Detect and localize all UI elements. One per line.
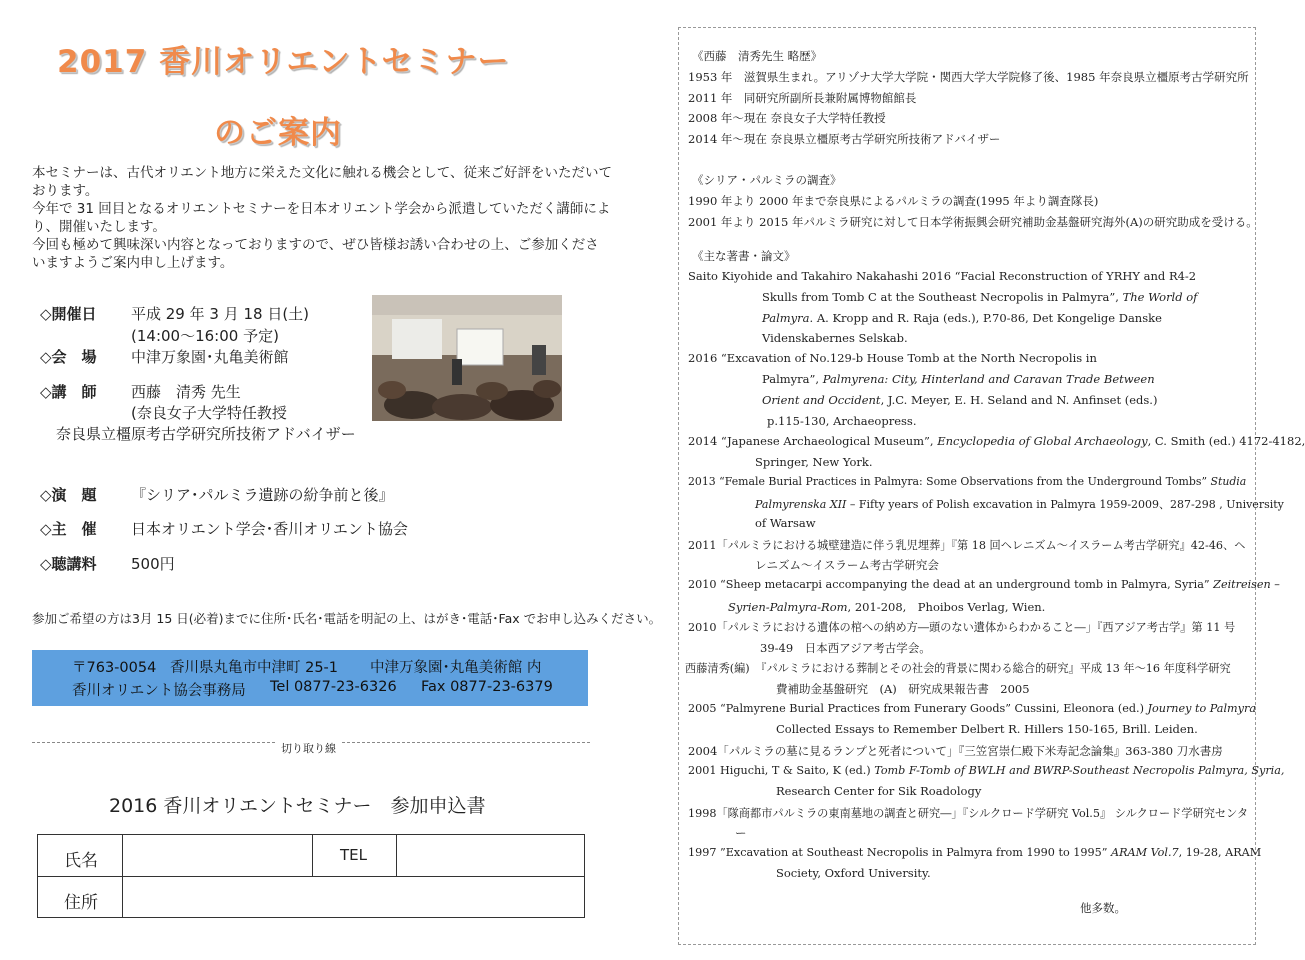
career-line: 1953 年 滋賀県生まれ。アリゾナ大学大学院・関西大学大学院修了後、1985 年奈良県立橿原考古学研究所 [688, 70, 1249, 84]
pub-line: p.115-130, Archaeopress. [767, 414, 917, 428]
pub-line: ー [735, 826, 747, 840]
contact-org: 香川オリエント協会事務局 [72, 683, 246, 699]
name-field[interactable] [124, 836, 310, 875]
pub-line: 2010「パルミラにおける遺体の棺への納め方―頭のない遺体からわかること―」『西アジア考古学』第 11 号 [688, 621, 1236, 634]
pub-line: 2014 “Japanese Archaeological Museum”, Encyclopedia of Global Archaeology, C. Smith (ed.) 4172-4182, [688, 434, 1305, 448]
pub-line: Research Center for Sik Roadology [776, 784, 982, 798]
host-value: 日本オリエント学会･香川オリエント協会 [131, 520, 408, 538]
survey-line: 1990 年より 2000 年まで奈良県によるパルミラの調査(1995 年より調査隊長) [688, 194, 1099, 208]
address-label: 住所 [64, 893, 98, 913]
address-venue: 中津万象園･丸亀美術館 内 [370, 660, 542, 676]
intro-line: 本セミナーは、古代オリエント地方に栄えた文化に触れる機会として、従来ご好評をいただいて [32, 165, 612, 181]
cut-label: 切り取り線 [277, 740, 340, 756]
pub-line: レニズム～イスラーム考古学研究会 [755, 558, 939, 572]
lecturer-role: (奈良女子大学特任教授 [131, 404, 287, 422]
pub-line: 2005 “Palmyrene Burial Practices from Funerary Goods” Cussini, Eleonora (ed.) Journey to Palmyra [688, 702, 1256, 715]
page-subtitle: のご案内 [214, 115, 342, 151]
pub-line: Skulls from Tomb C at the Southeast Necropolis in Palmyra”, The World of [762, 290, 1198, 304]
date-label: ◇開催日 [40, 305, 97, 323]
survey-line: 2001 年より 2015 年パルミラ研究に対して日本学術振興会研究補助金基盤研究海外(A)の研究助成を受ける。 [688, 215, 1258, 229]
venue-label: ◇会 場 [40, 348, 97, 366]
pub-line: Orient and Occident, J.C. Meyer, E. H. Seland and N. Anfinset (eds.) [762, 393, 1158, 407]
pub-line: 1998「隊商都市パルミラの東南墓地の調査と研究―」『シルクロード学研究 Vol.5』 シルクロード学研究センタ [688, 807, 1249, 820]
pub-line: 2004「パルミラの墓に見るランプと死者について」『三笠宮崇仁殿下米寿記念論集』363-380 刀水書房 [688, 744, 1223, 758]
contact-box [32, 650, 588, 706]
application-notice: 参加ご希望の方は3月 15 日(必着)までに住所･氏名･電話を明記の上、はがき･電話･Fax でお申し込みください。 [32, 611, 662, 626]
fee-value: 500円 [131, 555, 175, 573]
career-line: 2008 年～現在 奈良女子大学特任教授 [688, 111, 886, 125]
pub-line: Springer, New York. [755, 455, 873, 469]
pub-line: Society, Oxford University. [776, 866, 931, 880]
pub-line: 2013 “Female Burial Practices in Palmyra: Some Observations from the Underground Tombs” Studia [688, 475, 1247, 488]
address-field[interactable] [124, 878, 584, 917]
intro-line: いますようご案内申し上げます。 [32, 255, 234, 271]
zip-code: 〒763-0054 [72, 660, 157, 676]
tel-field[interactable] [398, 836, 584, 875]
intro-line: 今回も極めて興味深い内容となっておりますので、ぜひ皆様お誘い合わせの上、ご参加くださ [32, 237, 599, 253]
lecturer-label: ◇講 師 [40, 383, 97, 401]
fee-label: ◇聴講料 [40, 555, 97, 573]
address-line: 香川県丸亀市中津町 25-1 [170, 660, 339, 676]
name-label: 氏名 [64, 851, 98, 871]
pub-line: of Warsaw [755, 516, 816, 530]
application-form [37, 834, 585, 918]
contact-fax: Fax 0877-23-6379 [421, 679, 553, 695]
pub-line: 2010 “Sheep metacarpi accompanying the dead at an underground tomb in Palmyra, Syria” Zeitreisen – [688, 578, 1280, 591]
pub-line: 2001 Higuchi, T & Saito, K (ed.) Tomb F-Tomb of BWLH and BWRP-Southeast Necropolis Palmyra, Syria, [688, 764, 1285, 777]
intro-line: 今年で 31 回目となるオリエントセミナーを日本オリエント学会から派遣していただく講師によ [32, 201, 611, 217]
intro-line: おります。 [32, 183, 99, 199]
date-time: (14:00～16:00 予定) [131, 327, 279, 345]
venue-value: 中津万象園･丸亀美術館 [131, 348, 289, 366]
pub-line: Palmyra. A. Kropp and R. Raja (eds.), P.70-86, Det Kongelige Danske [762, 311, 1162, 325]
pub-line: Saito Kiyohide and Takahiro Nakahashi 2016 “Facial Reconstruction of YRHY and R4-2 [688, 269, 1197, 283]
pub-line: Palmyrenska XII – Fifty years of Polish excavation in Palmyra 1959-2009、287-298 , University [755, 498, 1284, 511]
career-line: 2014 年～現在 奈良県立橿原考古学研究所技術アドバイザー [688, 132, 1001, 146]
pub-line: Syrien-Palmyra-Rom, 201-208, Phoibos Verlag, Wien. [728, 600, 1046, 614]
pub-line: Collected Essays to Remember Delbert R. Hillers 150-165, Brill. Leiden. [776, 722, 1198, 736]
host-label: ◇主 催 [40, 520, 97, 538]
bio-heading: 《西藤 清秀先生 略歴》 [692, 49, 823, 63]
page-title: 2017 香川オリエントセミナー [57, 44, 510, 80]
career-line: 2011 年 同研究所副所長兼附属博物館館長 [688, 91, 917, 105]
more-note: 他多数。 [1080, 901, 1126, 915]
pub-line: Videnskabernes Selskab. [762, 331, 908, 345]
seminar-photo [372, 295, 562, 421]
contact-tel: Tel 0877-23-6326 [270, 679, 397, 695]
intro-line: り、開催いたします。 [32, 219, 166, 235]
date-value: 平成 29 年 3 月 18 日(土) [131, 305, 310, 323]
lecturer-value: 西藤 清秀 先生 [131, 383, 241, 401]
topic-label: ◇演 題 [40, 486, 97, 504]
pub-line: 西藤清秀(編) 『パルミラにおける葬制とその社会的背景に関わる総合的研究』平成 13 年～16 年度科学研究 [685, 662, 1231, 675]
form-title: 2016 香川オリエントセミナー 参加申込書 [109, 795, 486, 817]
tel-label: TEL [340, 846, 367, 864]
lecturer-role: 奈良県立橿原考古学研究所技術アドバイザー [56, 425, 356, 443]
pub-line: 費補助金基盤研究 (A) 研究成果報告書 2005 [776, 682, 1030, 696]
pub-line: 1997 ”Excavation at Southeast Necropolis in Palmyra from 1990 to 1995” ARAM Vol.7, 19-28, ARAM [688, 846, 1262, 859]
pub-line: Palmyra”, Palmyrena: City, Hinterland and Caravan Trade Between [762, 372, 1155, 386]
pub-line: 2011「パルミラにおける城壁建造に伴う乳児埋葬」『第 18 回ヘレニズム～イスラーム考古学研究』42-46、ヘ [688, 539, 1246, 552]
pub-line: 39-49 日本西アジア考古学会。 [760, 641, 931, 655]
survey-heading: 《シリア・パルミラの調査》 [692, 173, 842, 187]
pub-line: 2016 “Excavation of No.129-b House Tomb at the North Necropolis in [688, 351, 1097, 365]
publications-heading: 《主な著書・論文》 [692, 249, 796, 263]
topic-value: 『シリア･パルミラ遺跡の紛争前と後』 [131, 486, 394, 504]
